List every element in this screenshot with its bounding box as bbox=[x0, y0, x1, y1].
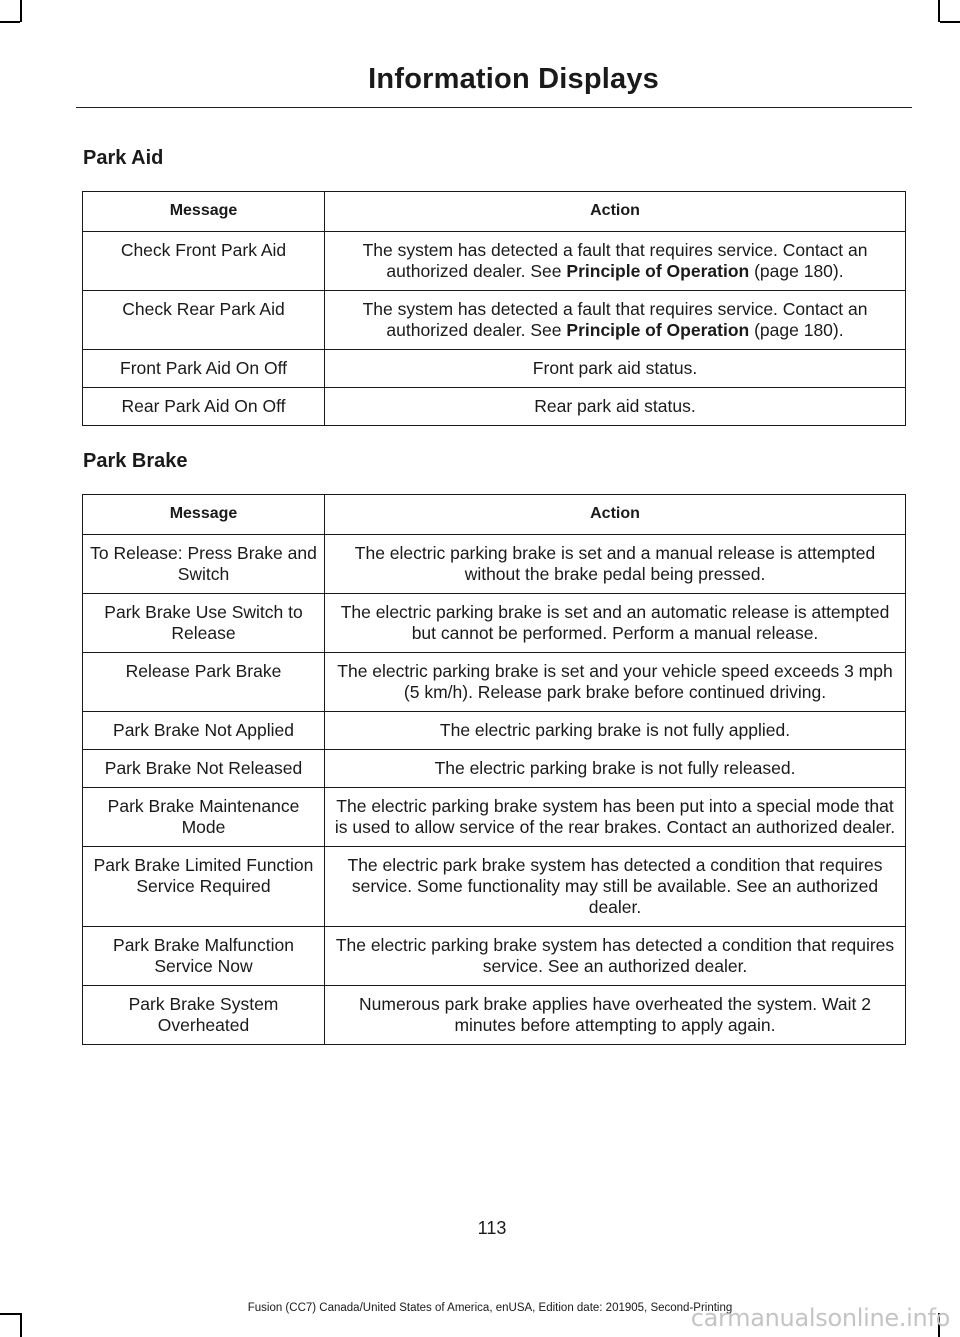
table-row bbox=[83, 291, 906, 350]
action-cell: The electric parking brake system has been put into a special mode that is used to allow service of the rear brakes. Contact an authorized dealer. bbox=[325, 788, 906, 847]
table-row bbox=[83, 388, 906, 426]
action-cell: The electric park brake system has detected a condition that requires service. Some functionality may still be available. See an authorized dealer. bbox=[325, 847, 906, 927]
message-cell: Park Brake Not Released bbox=[83, 750, 325, 788]
table-row bbox=[83, 927, 906, 986]
action-cell: The electric parking brake is set and a manual release is attempted without the brake pedal being pressed. bbox=[325, 535, 906, 594]
cross-reference-link[interactable]: Principle of Operation bbox=[566, 261, 750, 281]
table-row bbox=[83, 535, 906, 594]
action-cell: Front park aid status. bbox=[325, 350, 906, 388]
table-row bbox=[83, 847, 906, 927]
crop-mark bbox=[0, 21, 20, 23]
message-cell: Rear Park Aid On Off bbox=[83, 388, 325, 426]
table-row bbox=[83, 653, 906, 712]
table-row bbox=[83, 986, 906, 1045]
section-title-park-aid: Park Aid bbox=[83, 147, 164, 169]
message-cell: Park Brake Not Applied bbox=[83, 712, 325, 750]
action-cell bbox=[325, 232, 906, 291]
action-cell: The electric parking brake is not fully released. bbox=[325, 750, 906, 788]
table-row bbox=[83, 350, 906, 388]
footer-edition-info: Fusion (CC7) Canada/United States of America, enUSA, Edition date: 201905, Second-Printing bbox=[247, 1302, 733, 1314]
page-reference: (page 180). bbox=[754, 320, 844, 340]
crop-mark bbox=[20, 0, 22, 22]
crop-mark bbox=[938, 0, 940, 22]
column-header-message: Message bbox=[83, 495, 325, 535]
message-cell: Front Park Aid On Off bbox=[83, 350, 325, 388]
park-aid-table bbox=[82, 191, 906, 426]
message-cell: Park Brake Maintenance Mode bbox=[83, 788, 325, 847]
table-row bbox=[83, 594, 906, 653]
table-row bbox=[83, 232, 906, 291]
action-text: The system has detected a fault that requires service. Contact an authorized dealer. See bbox=[362, 240, 868, 281]
watermark: carmanualsonline.info bbox=[690, 1304, 950, 1332]
page-reference: (page 180). bbox=[754, 261, 844, 281]
action-cell: Rear park aid status. bbox=[325, 388, 906, 426]
table-header-row bbox=[83, 192, 906, 232]
action-cell: The electric parking brake is set and an automatic release is attempted but cannot be performed. Perform a manual release. bbox=[325, 594, 906, 653]
action-cell bbox=[325, 291, 906, 350]
message-cell: Park Brake Use Switch to Release bbox=[83, 594, 325, 653]
message-cell: Park Brake Malfunction Service Now bbox=[83, 927, 325, 986]
action-cell: The electric parking brake system has detected a condition that requires service. See an authorized dealer. bbox=[325, 927, 906, 986]
column-header-action: Action bbox=[325, 192, 906, 232]
column-header-message: Message bbox=[83, 192, 325, 232]
message-cell: Park Brake System Overheated bbox=[83, 986, 325, 1045]
message-cell: Check Rear Park Aid bbox=[83, 291, 325, 350]
message-cell: Release Park Brake bbox=[83, 653, 325, 712]
page-title: Information Displays bbox=[368, 63, 659, 95]
page-number: 113 bbox=[477, 1218, 507, 1238]
message-cell: Check Front Park Aid bbox=[83, 232, 325, 291]
crop-mark bbox=[940, 21, 960, 23]
table-row bbox=[83, 750, 906, 788]
table-header-row bbox=[83, 495, 906, 535]
column-header-action: Action bbox=[325, 495, 906, 535]
cross-reference-link[interactable]: Principle of Operation bbox=[566, 320, 750, 340]
park-brake-table bbox=[82, 494, 906, 1045]
section-title-park-brake: Park Brake bbox=[83, 450, 188, 472]
table-row bbox=[83, 788, 906, 847]
action-text: The system has detected a fault that requires service. Contact an authorized dealer. See bbox=[362, 299, 868, 340]
action-cell: The electric parking brake is set and your vehicle speed exceeds 3 mph (5 km/h). Release park brake before continued driving. bbox=[325, 653, 906, 712]
message-cell: To Release: Press Brake and Switch bbox=[83, 535, 325, 594]
action-cell: The electric parking brake is not fully applied. bbox=[325, 712, 906, 750]
crop-mark bbox=[20, 1313, 22, 1337]
message-cell: Park Brake Limited Function Service Required bbox=[83, 847, 325, 927]
action-cell: Numerous park brake applies have overheated the system. Wait 2 minutes before attempting to apply again. bbox=[325, 986, 906, 1045]
page-header bbox=[76, 55, 912, 108]
table-row bbox=[83, 712, 906, 750]
